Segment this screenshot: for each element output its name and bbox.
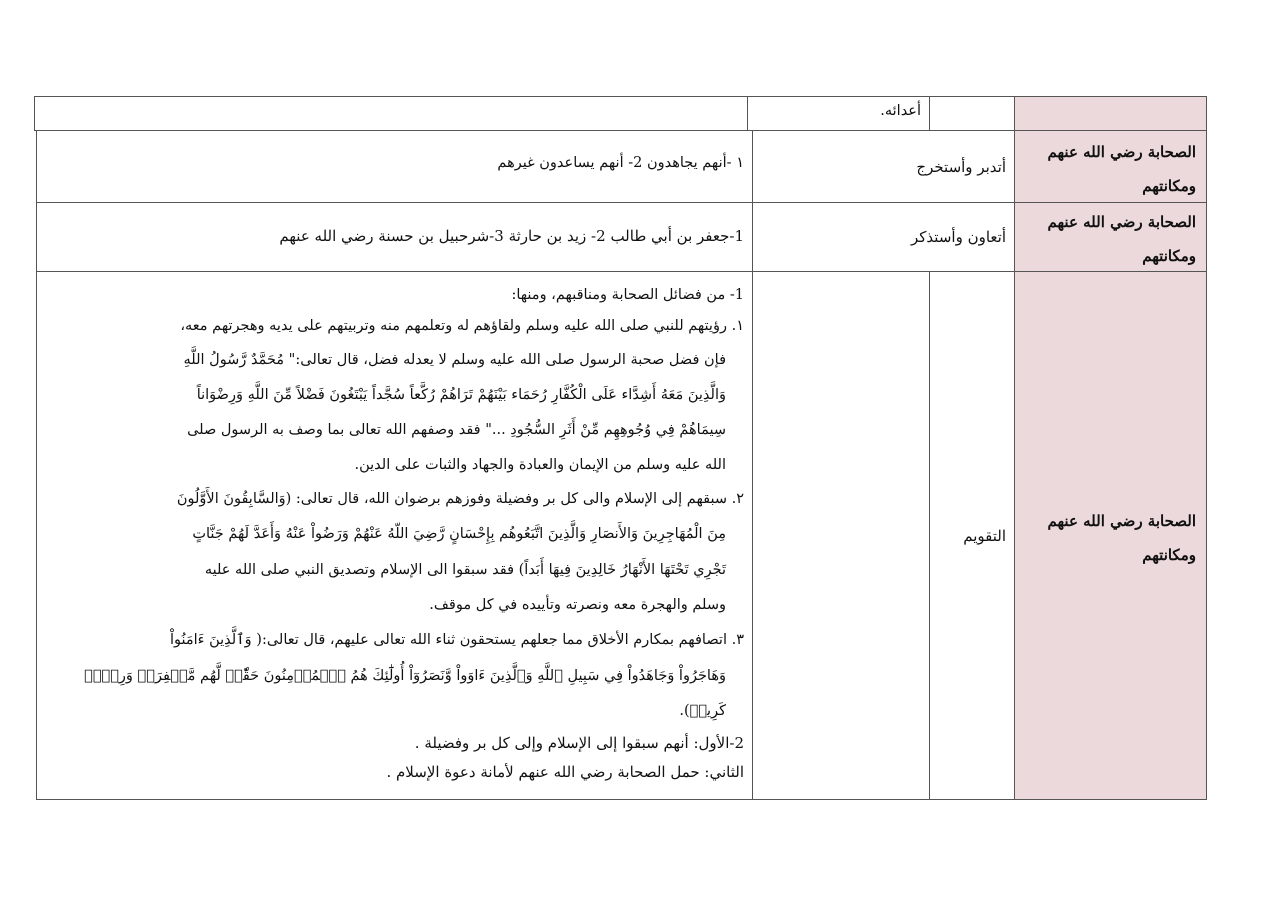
skill-cell-blank — [752, 271, 930, 800]
content-cell — [36, 202, 753, 272]
topic-cell — [1014, 130, 1207, 203]
content-text: ١ -أنهم يجاهدون 2- أنهم يساعدون غيرهم — [497, 155, 744, 171]
skill-label: أتعاون وأستذكر — [911, 228, 1006, 246]
topic-line: الصحابة رضي الله عنهم — [1047, 213, 1196, 231]
content-line: كَرِيمٞ). — [679, 703, 726, 719]
skill-label: أتدبر وأستخرج — [916, 157, 1006, 176]
content-line: فإن فضل صحبة الرسول صلى الله عليه وسلم لا يعدله فضل، قال تعالى:" مُحَمَّدٌ رَّسُولُ اللَّهِ — [183, 352, 726, 368]
content-line: وَهَاجَرُواْ وَجَاهَدُواْ فِي سَبِيلِ ٱللَّهِ وَٱلَّذِينَ ءَاوَواْ وَّنَصَرُوٓاْ أُولَٰٓئِكَ هُمُ ٱلۡمُؤۡمِنُونَ حَقّٗاۚ لَّهُم مَّغۡفِرَةٞ وَرِزۡقٞ — [84, 668, 726, 684]
content-line: 2-الأول: أنهم سبقوا إلى الإسلام وإلى كل بر وفضيلة . — [414, 734, 744, 752]
content-line: وسلم والهجرة معه ونصرته وتأييده في كل موقف. — [429, 597, 726, 613]
topic-line: الصحابة رضي الله عنهم — [1047, 511, 1196, 530]
content-line: الثاني: حمل الصحابة رضي الله عنهم لأمانة دعوة الإسلام . — [386, 763, 744, 781]
content-line: 1- من فضائل الصحابة ومناقبهم، ومنها: — [511, 287, 744, 303]
content-cell — [36, 130, 753, 203]
content-line: ٣. اتصافهم بمكارم الأخلاق مما جعلهم يستحقون ثناء الله تعالى عليهم، قال تعالى:( وَٱلَّذِينَ ءَامَنُواْ — [169, 632, 744, 648]
content-text: أعدائه. — [880, 103, 921, 119]
content-line: سِيمَاهُمْ فِي وُجُوهِهِم مِّنْ أَثَرِ السُّجُودِ ..." فقد وصفهم الله تعالى بما وصف به الرسول صلى — [187, 422, 726, 438]
content-cell — [36, 271, 753, 800]
topic-line: ومكانتهم — [1142, 176, 1196, 195]
content-line: ١. رؤيتهم للنبي صلى الله عليه وسلم ولقاؤهم له وتعلمهم منه وتربيتهم على يديه وهجرتهم معه، — [180, 318, 744, 334]
content-text: 1-جعفر بن أبي طالب 2- زيد بن حارثة 3-شرحبيل بن حسنة رضي الله عنهم — [279, 227, 744, 245]
content-line: مِنَ الْمُهَاجِرِينَ وَالأَنصَارِ وَالَّذِينَ اتَّبَعُوهُم بِإِحْسَانٍ رَّضِيَ اللّهُ عَنْهُمْ وَرَضُواْ عَنْهُ وَأَعَدَّ لَهُمْ جَنَّاتٍ — [192, 526, 726, 542]
skill-cell — [929, 96, 1015, 131]
content-line: وَالَّذِينَ مَعَهُ أَشِدَّاء عَلَى الْكُفَّارِ رُحَمَاء بَيْنَهُمْ تَرَاهُمْ رُكَّعاً سُجَّداً يَبْتَغُونَ فَضْلاً مِّنَ اللَّهِ وَرِضْوَاناً — [196, 387, 726, 403]
content-line: ٢. سبقهم إلى الإسلام والى كل بر وفضيلة وفوزهم برضوان الله، قال تعالى: (وَالسَّابِقُونَ الأَوَّلُونَ — [176, 491, 744, 507]
topic-line: الصحابة رضي الله عنهم — [1047, 142, 1196, 161]
content-line: الله عليه وسلم من الإيمان والعبادة والجهاد والثبات على الدين. — [354, 457, 726, 473]
topic-cell — [1014, 96, 1207, 131]
content-cell — [747, 96, 930, 131]
topic-cell — [1014, 271, 1207, 800]
topic-cell — [1014, 202, 1207, 272]
topic-line: ومكانتهم — [1142, 545, 1196, 564]
content-line: تَجْرِي تَحْتَهَا الأَنْهَارُ خَالِدِينَ فِيهَا أَبَداً) فقد سبقوا الى الإسلام وتصديق النبي صلى الله عليه — [204, 562, 726, 578]
topic-line: ومكانتهم — [1142, 247, 1196, 265]
skill-label: التقويم — [963, 526, 1006, 545]
skill-cell — [752, 130, 1015, 203]
skill-cell — [752, 202, 1015, 272]
content-cell-extension — [34, 96, 748, 131]
skill-cell — [929, 271, 1015, 800]
